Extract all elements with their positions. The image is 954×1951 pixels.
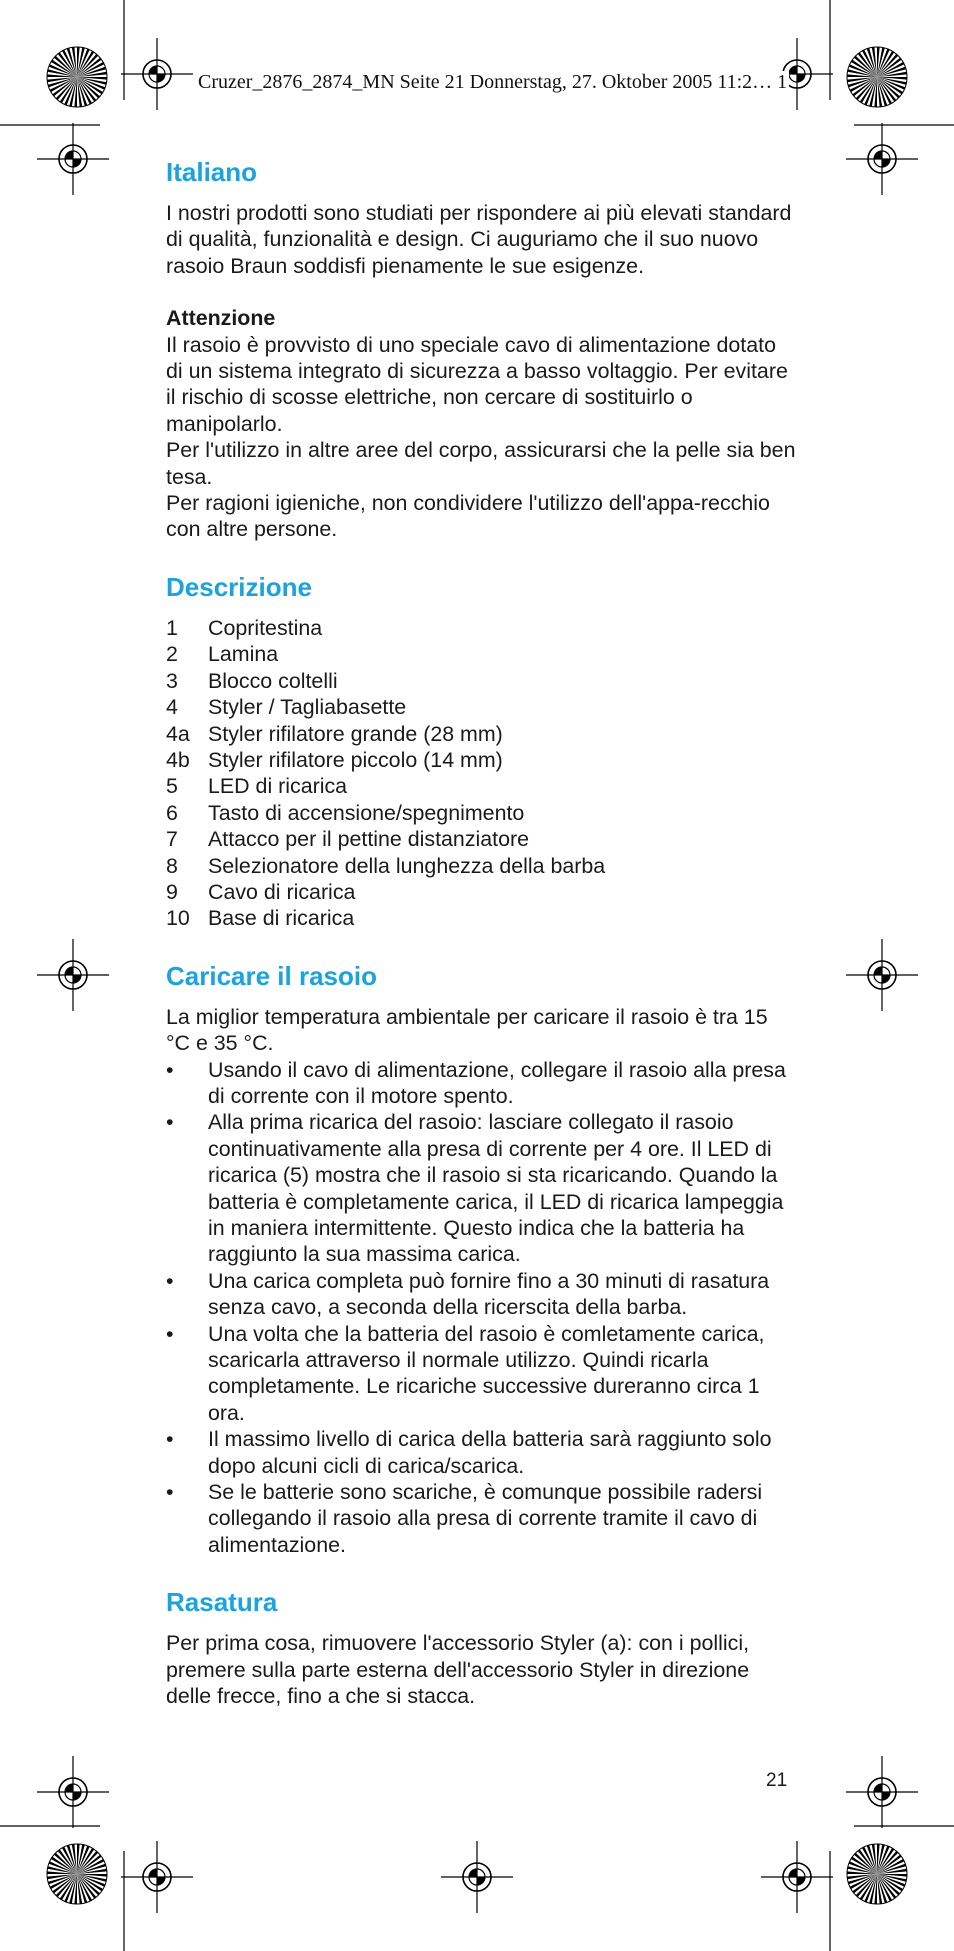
- section-title-caricare: Caricare il rasoio: [166, 960, 377, 991]
- page-number: 21: [766, 1770, 788, 1791]
- warning-paragraph-3: Per ragioni igieniche, non condividere l'utilizzo dell'appa-recchio con altre persone.: [166, 491, 770, 542]
- registration-starburst-icon: [47, 47, 107, 107]
- registration-starburst-icon: [847, 47, 907, 107]
- warning-paragraph-1: Il rasoio è provvisto di uno speciale cavo di alimentazione dotato di un sistema integrato di sicurezza a basso voltaggio. Per evitare il rischio di scosse elettriche, non cercare di sostituirlo o manipolarlo.: [166, 332, 788, 436]
- section-title-rasatura: Rasatura: [166, 1587, 278, 1618]
- crosshair-registration-icon: [121, 1841, 193, 1913]
- list-item: 3 Blocco coltelli: [166, 668, 338, 693]
- section-title-italiano: Italiano: [166, 157, 258, 187]
- shaving-paragraph: Per prima cosa, rimuovere l'accessorio Styler (a): con i pollici, premere sulla parte esterna dell'accessorio Styler in direzione delle frecce, fino a che si stacca.: [166, 1631, 750, 1709]
- list-item: 4a Styler rifilatore grande (28 mm): [166, 721, 503, 746]
- list-item: 1 Copritestina: [166, 615, 323, 640]
- list-item: 4 Styler / Tagliabasette: [166, 695, 407, 720]
- crosshair-registration-icon: [37, 939, 109, 1011]
- list-item: 2 Lamina: [166, 642, 279, 667]
- list-item: • Se le batterie sono scariche, è comunque possibile radersi collegando il rasoio alla presa di corrente tramite il cavo di alimentazione.: [166, 1480, 763, 1557]
- charging-intro: La miglior temperatura ambientale per caricare il rasoio è tra 15 °C e 35 °C.: [166, 1004, 768, 1056]
- list-item: 10 Base di ricarica: [166, 906, 355, 931]
- warning-title: Attenzione: [166, 306, 276, 331]
- registration-starburst-icon: [47, 1844, 107, 1904]
- list-item: • Una volta che la batteria del rasoio è comletamente carica, scaricarla attraverso il normale utilizzo. Quindi ricarla completamente. Le ricariche successive dureranno circa 1 ora.: [166, 1321, 765, 1425]
- list-item: • Usando il cavo di alimentazione, collegare il rasoio alla presa di corrente con il motore spento.: [166, 1057, 786, 1108]
- crosshair-registration-icon: [441, 1841, 513, 1913]
- list-item: 8 Selezionatore della lunghezza della barba: [166, 853, 606, 878]
- crosshair-registration-icon: [846, 1756, 918, 1828]
- crosshair-registration-icon: [761, 1841, 833, 1913]
- crosshair-registration-icon: [846, 939, 918, 1011]
- charging-bullets: [166, 1057, 796, 1559]
- list-item: 4b Styler rifilatore piccolo (14 mm): [166, 747, 503, 772]
- section-title-descrizione: Descrizione: [166, 571, 312, 602]
- crosshair-registration-icon: [846, 123, 918, 195]
- parts-list: [166, 615, 796, 932]
- list-item: • Una carica completa può fornire fino a 30 minuti di rasatura senza cavo, a seconda della ricerscita della barba.: [166, 1268, 770, 1320]
- crosshair-registration-icon: [37, 123, 109, 195]
- registration-starburst-icon: [847, 1844, 907, 1904]
- list-item: • Alla prima ricarica del rasoio: lasciare collegato il rasoio continuativamente alla presa di corrente per 4 ore. Il LED di ricarica (5) mostra che il rasoio si sta ricaricando. Quando la batteria è completamente carica, il LED di ricarica lampeggia in maniera intermittente. Questo indica che la batteria ha raggiunto la sua massima carica.: [166, 1110, 784, 1267]
- print-header-line: Cruzer_2876_2874_MN Seite 21 Donnerstag, 27. Oktober 2005 11:2… 1: [198, 71, 788, 93]
- list-item: 5 LED di ricarica: [166, 774, 348, 799]
- warning-paragraph-2: Per l'utilizzo in altre aree del corpo, assicurarsi che la pelle sia ben tesa.: [166, 438, 796, 489]
- intro-paragraph: I nostri prodotti sono studiati per rispondere ai più elevati standard di qualità, funzionalità e design. Ci auguriamo che il suo nuovo rasoio Braun soddisfi pienamente le sue esigenze.: [166, 201, 792, 278]
- crosshair-registration-icon: [37, 1756, 109, 1828]
- list-item: • Il massimo livello di carica della batteria sarà raggiunto solo dopo alcuni cicli di carica/scarica.: [166, 1427, 772, 1478]
- list-item: 9 Cavo di ricarica: [166, 879, 356, 904]
- list-item: 6 Tasto di accensione/spegnimento: [166, 800, 525, 825]
- crosshair-registration-icon: [121, 38, 193, 110]
- list-item: 7 Attacco per il pettine distanziatore: [166, 827, 530, 852]
- manual-page-content: [166, 156, 796, 1710]
